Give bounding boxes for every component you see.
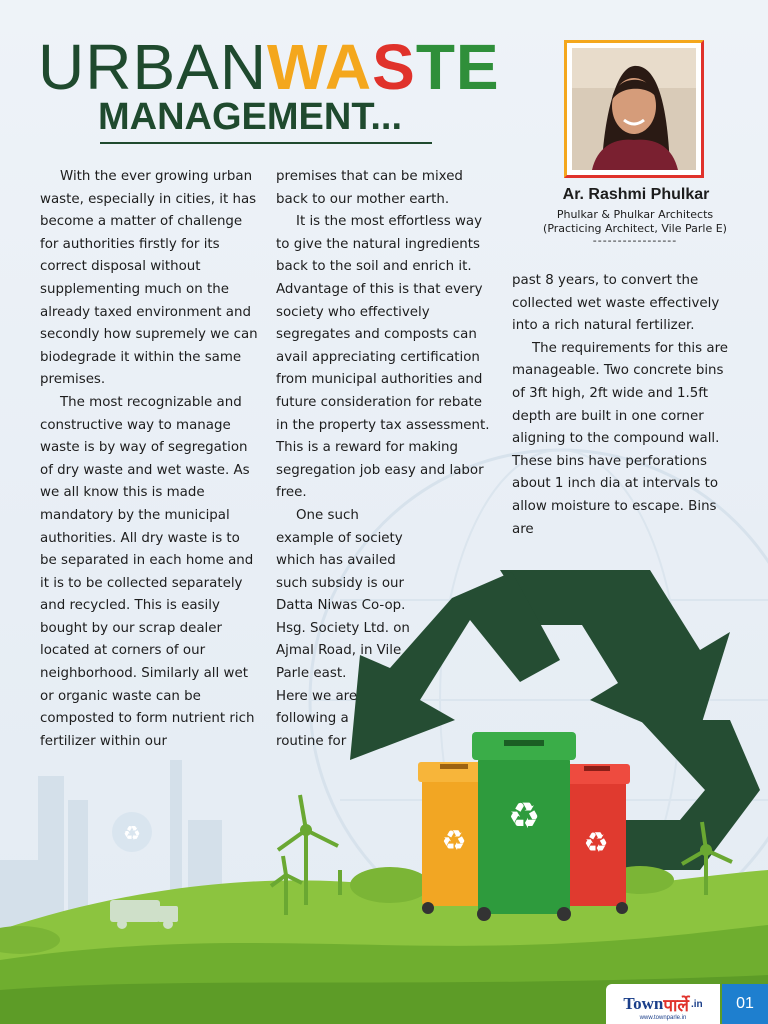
paragraph-4-tail: Here we are following a routine for — [276, 688, 358, 749]
logo-text-local: पार्ले — [663, 995, 689, 1015]
headline-underline — [100, 142, 432, 144]
svg-text:♻: ♻ — [123, 821, 141, 845]
logo-tld: .in — [690, 998, 703, 1010]
author-photo — [572, 48, 696, 170]
author-role: (Practicing Architect, Vile Parle E) — [543, 222, 727, 235]
paragraph-2-continued: premises that can be mixed back to our mother earth. — [276, 169, 463, 207]
paragraph-4: One such example of society which has availed such subsidy is our Datta Niwas Co-op. Hsg. Society Ltd. on Ajmal Road, in Vile Parle east. — [276, 507, 410, 682]
logo-url: www.townparle.in — [639, 1015, 687, 1021]
author-name: Ar. Rashmi Phulkar — [562, 186, 710, 203]
headline-line1: URBANWASTE — [38, 31, 500, 103]
svg-text:♻: ♻ — [441, 824, 467, 857]
paragraph-5: The requirements for this are manageable. Two concrete bins of 3ft high, 2ft wide and 1.5ft depth are built in one corner aligning to the compound wall. These bins have perforations about 1 inch dia at intervals to allow moisture to escape. Bins are — [512, 340, 729, 537]
svg-text:♻: ♻ — [583, 826, 609, 859]
svg-text:♻: ♻ — [507, 796, 541, 837]
paragraph-4-continued: past 8 years, to convert the collected wet waste effectively into a rich natural fertilizer. — [512, 273, 720, 334]
author-divider: ----------------- — [592, 234, 678, 247]
recycle-bin-icon — [418, 732, 630, 921]
article-column-2 — [276, 166, 494, 753]
page-number-badge: 01 — [722, 984, 768, 1024]
author-firm: Phulkar & Phulkar Architects — [556, 208, 714, 221]
article-column-3 — [512, 270, 734, 541]
paragraph-1: With the ever growing urban waste, especially in cities, it has become a matter of challenge for authorities firstly for its correct disposal without supplementing much on the already taxed environment and secondly how supremely we can biodegrade it within the same premises. — [40, 169, 258, 388]
logo-text-en: Town — [623, 994, 664, 1013]
article-column-1 — [40, 166, 258, 753]
townparle-logo[interactable] — [606, 984, 720, 1024]
headline-line2: MANAGEMENT... — [98, 96, 402, 138]
author-portrait — [564, 40, 704, 178]
paragraph-3: It is the most effortless way to give the natural ingredients back to the soil and enrich it. Advantage of this is that every society who effectively segregates and composts can avail appreciating certification from municipal authorities and future consideration for rebate in the property tax assessment. This is a reward for making segregation job easy and labor free. — [276, 214, 490, 501]
paragraph-2: The most recognizable and constructive way to manage waste is by way of segregation of dry waste and wet waste. As we all know this is made mandatory by the municipal authorities. All dry waste is to be separated in each home and it is to be collected separately and recycled. This is easily bought by our scrap dealer located at corners of our neighborhood. Similarly all wet or organic waste can be composted to form nutrient rich fertilizer within our — [40, 394, 255, 749]
